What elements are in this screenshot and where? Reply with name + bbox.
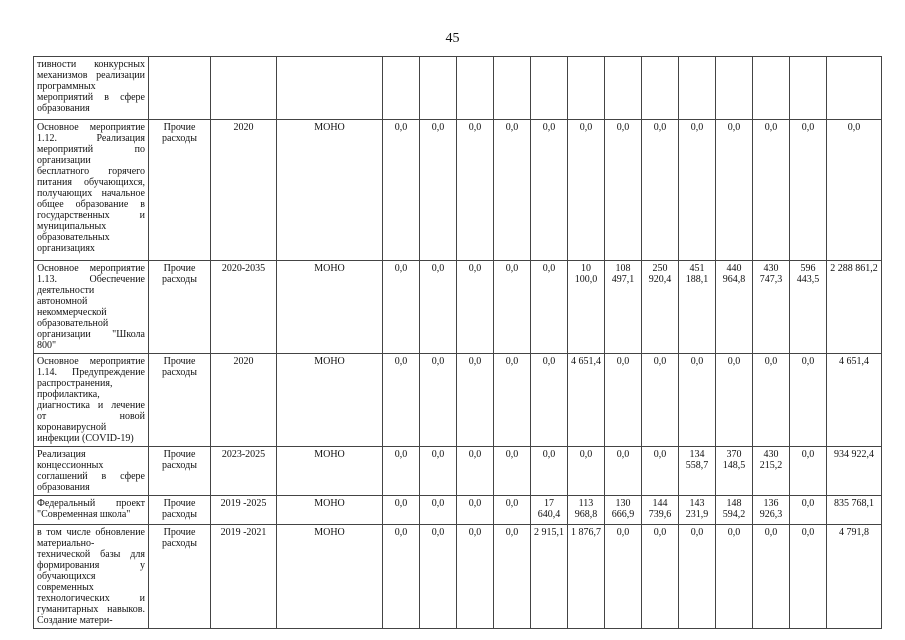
executor-cell — [277, 57, 383, 120]
table-row — [34, 447, 882, 496]
period-cell: 2023-2025 — [211, 447, 277, 496]
value-cell: 0,0 — [420, 261, 457, 354]
value-cell: 0,0 — [716, 120, 753, 261]
value-cell: 0,0 — [753, 525, 790, 629]
value-cell: 0,0 — [531, 354, 568, 447]
value-cell: 0,0 — [642, 525, 679, 629]
value-cell — [494, 57, 531, 120]
value-cell — [679, 57, 716, 120]
executor-cell: МОНО — [277, 525, 383, 629]
value-cell: 451 188,1 — [679, 261, 716, 354]
value-cell: 113 968,8 — [568, 496, 605, 525]
value-cell: 0,0 — [605, 525, 642, 629]
expense-type-cell: Прочие расходы — [149, 354, 211, 447]
value-cell: 143 231,9 — [679, 496, 716, 525]
value-cell: 0,0 — [420, 496, 457, 525]
value-cell — [790, 57, 827, 120]
value-cell — [457, 57, 494, 120]
value-cell: 0,0 — [605, 354, 642, 447]
value-cell: 0,0 — [790, 525, 827, 629]
measure-description: Основное мероприятие 1.13. Обеспечение деятельности автономной некоммерческой образовательной организации "Школа 800" — [34, 261, 149, 354]
period-cell: 2020 — [211, 120, 277, 261]
period-cell: 2020-2035 — [211, 261, 277, 354]
measure-description: Федеральный проект "Современная школа" — [34, 496, 149, 525]
value-cell: 136 926,3 — [753, 496, 790, 525]
table-row — [34, 120, 882, 261]
value-cell: 0,0 — [679, 120, 716, 261]
total-cell: 2 288 861,2 — [827, 261, 882, 354]
value-cell: 108 497,1 — [605, 261, 642, 354]
value-cell: 148 594,2 — [716, 496, 753, 525]
value-cell: 0,0 — [531, 447, 568, 496]
measure-description: тивности конкурсных механизмов реализации программных мероприятий в сфере образования — [34, 57, 149, 120]
value-cell: 0,0 — [531, 120, 568, 261]
value-cell — [642, 57, 679, 120]
expense-type-cell: Прочие расходы — [149, 496, 211, 525]
total-cell: 835 768,1 — [827, 496, 882, 525]
value-cell: 0,0 — [383, 354, 420, 447]
total-cell: 4 651,4 — [827, 354, 882, 447]
value-cell: 596 443,5 — [790, 261, 827, 354]
total-cell: 0,0 — [827, 120, 882, 261]
value-cell: 250 920,4 — [642, 261, 679, 354]
value-cell: 0,0 — [383, 120, 420, 261]
executor-cell: МОНО — [277, 261, 383, 354]
value-cell — [568, 57, 605, 120]
value-cell: 144 739,6 — [642, 496, 679, 525]
measure-description: Основное мероприятие 1.14. Предупреждение распространения, профилактика, диагностика и лечение от новой коронавирусной инфекции (COVID-19) — [34, 354, 149, 447]
value-cell: 0,0 — [642, 120, 679, 261]
value-cell: 134 558,7 — [679, 447, 716, 496]
value-cell: 0,0 — [457, 261, 494, 354]
value-cell: 430 215,2 — [753, 447, 790, 496]
expense-type-cell: Прочие расходы — [149, 120, 211, 261]
period-cell — [211, 57, 277, 120]
executor-cell: МОНО — [277, 354, 383, 447]
value-cell: 0,0 — [716, 525, 753, 629]
executor-cell: МОНО — [277, 120, 383, 261]
expense-type-cell: Прочие расходы — [149, 525, 211, 629]
value-cell: 0,0 — [457, 354, 494, 447]
value-cell: 0,0 — [420, 354, 457, 447]
value-cell: 0,0 — [383, 447, 420, 496]
expense-type-cell — [149, 57, 211, 120]
value-cell: 130 666,9 — [605, 496, 642, 525]
value-cell: 4 651,4 — [568, 354, 605, 447]
value-cell — [753, 57, 790, 120]
period-cell: 2019 -2021 — [211, 525, 277, 629]
value-cell: 0,0 — [642, 354, 679, 447]
value-cell: 0,0 — [790, 120, 827, 261]
value-cell: 370 148,5 — [716, 447, 753, 496]
value-cell: 0,0 — [753, 120, 790, 261]
value-cell: 0,0 — [790, 447, 827, 496]
value-cell: 2 915,1 — [531, 525, 568, 629]
value-cell: 0,0 — [457, 496, 494, 525]
value-cell: 0,0 — [642, 447, 679, 496]
value-cell: 0,0 — [568, 120, 605, 261]
value-cell: 0,0 — [531, 261, 568, 354]
value-cell: 0,0 — [753, 354, 790, 447]
value-cell — [420, 57, 457, 120]
value-cell: 0,0 — [383, 496, 420, 525]
table-row — [34, 261, 882, 354]
total-cell: 4 791,8 — [827, 525, 882, 629]
value-cell: 0,0 — [457, 447, 494, 496]
value-cell: 0,0 — [494, 496, 531, 525]
value-cell — [605, 57, 642, 120]
program-table — [33, 56, 882, 629]
value-cell: 0,0 — [716, 354, 753, 447]
value-cell: 0,0 — [790, 496, 827, 525]
value-cell — [716, 57, 753, 120]
page-number: 45 — [445, 31, 460, 46]
period-cell: 2019 -2025 — [211, 496, 277, 525]
executor-cell: МОНО — [277, 496, 383, 525]
table-row — [34, 496, 882, 525]
value-cell: 17 640,4 — [531, 496, 568, 525]
value-cell: 0,0 — [494, 354, 531, 447]
value-cell: 0,0 — [457, 525, 494, 629]
value-cell — [827, 57, 882, 120]
value-cell: 0,0 — [383, 525, 420, 629]
table-row — [34, 525, 882, 629]
value-cell: 0,0 — [494, 447, 531, 496]
value-cell: 0,0 — [420, 525, 457, 629]
value-cell: 0,0 — [679, 354, 716, 447]
value-cell: 0,0 — [420, 447, 457, 496]
value-cell: 0,0 — [494, 120, 531, 261]
value-cell — [531, 57, 568, 120]
value-cell: 1 876,7 — [568, 525, 605, 629]
table-row — [34, 57, 882, 120]
value-cell: 0,0 — [790, 354, 827, 447]
expense-type-cell: Прочие расходы — [149, 447, 211, 496]
measure-description: в том числе обновление материально-технической базы для формирования у обучающихся современных технологических и гуманитарных навыков. Создание матери- — [34, 525, 149, 629]
expense-type-cell: Прочие расходы — [149, 261, 211, 354]
value-cell — [383, 57, 420, 120]
value-cell: 10 100,0 — [568, 261, 605, 354]
value-cell: 440 964,8 — [716, 261, 753, 354]
total-cell: 934 922,4 — [827, 447, 882, 496]
measure-description: Реализация концессионных соглашений в сфере образования — [34, 447, 149, 496]
value-cell: 0,0 — [420, 120, 457, 261]
value-cell: 0,0 — [568, 447, 605, 496]
value-cell: 0,0 — [494, 261, 531, 354]
table-row — [34, 354, 882, 447]
value-cell: 0,0 — [605, 120, 642, 261]
value-cell: 0,0 — [383, 261, 420, 354]
measure-description: Основное мероприятие 1.12. Реализация мероприятий по организации бесплатного горячего питания обучающихся, получающих начальное общее образование в государственных и муниципальных образовательных организациях — [34, 120, 149, 261]
value-cell: 0,0 — [457, 120, 494, 261]
value-cell: 0,0 — [605, 447, 642, 496]
value-cell: 0,0 — [679, 525, 716, 629]
value-cell: 0,0 — [494, 525, 531, 629]
value-cell: 430 747,3 — [753, 261, 790, 354]
executor-cell: МОНО — [277, 447, 383, 496]
period-cell: 2020 — [211, 354, 277, 447]
